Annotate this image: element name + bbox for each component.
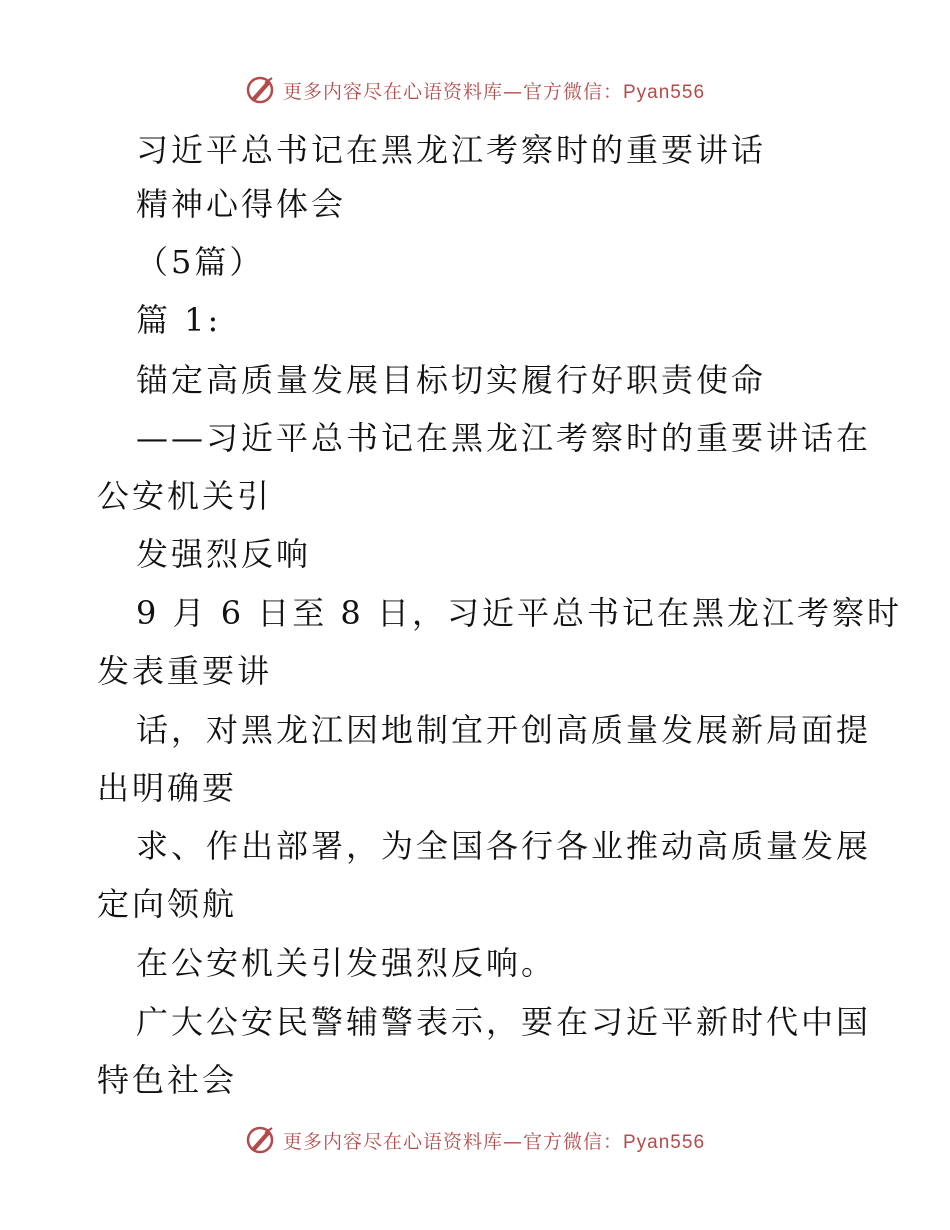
quill-logo-icon — [245, 1125, 275, 1155]
header-watermark — [0, 72, 950, 108]
footer-watermark — [0, 1122, 950, 1158]
paragraph-line-5: 求、作出部署，为全国各行各业推动高质量发展 — [136, 827, 872, 865]
watermark-label: 更多内容尽在心语资料库—官方微信： — [282, 80, 623, 103]
paragraph-line-9: 特色社会 — [97, 1061, 238, 1099]
article-title: 锚定高质量发展目标切实履行好职责使命 — [136, 361, 767, 399]
article-subtitle-line-3: 发强烈反响 — [136, 535, 312, 573]
article-count: （5篇） — [136, 243, 265, 281]
watermark-wechat-id: Pyan556 — [623, 81, 706, 103]
title-line-1: 习近平总书记在黑龙江考察时的重要讲话 — [136, 131, 767, 169]
article-subtitle-line-1: ——习近平总书记在黑龙江考察时的重要讲话在 — [136, 419, 872, 457]
watermark-text — [283, 1127, 705, 1154]
title-line-2: 精神心得体会 — [136, 185, 347, 223]
watermark-label: 更多内容尽在心语资料库—官方微信： — [282, 1130, 623, 1153]
section-heading: 篇 1: — [136, 301, 222, 339]
paragraph-line-8: 广大公安民警辅警表示，要在习近平新时代中国 — [136, 1003, 872, 1041]
watermark-wechat-id: Pyan556 — [623, 1131, 706, 1153]
article-subtitle-line-2: 公安机关引 — [97, 477, 273, 515]
paragraph-line-1: 9 月 6 日至 8 日，习近平总书记在黑龙江考察时 — [136, 594, 902, 632]
paragraph-line-4: 出明确要 — [97, 769, 238, 807]
paragraph-line-2: 发表重要讲 — [97, 652, 273, 690]
paragraph-line-7: 在公安机关引发强烈反响。 — [136, 944, 557, 982]
quill-logo-icon — [245, 75, 275, 105]
paragraph-line-6: 定向领航 — [97, 885, 238, 923]
watermark-text — [283, 77, 705, 104]
paragraph-line-3: 话，对黑龙江因地制宜开创高质量发展新局面提 — [136, 711, 872, 749]
